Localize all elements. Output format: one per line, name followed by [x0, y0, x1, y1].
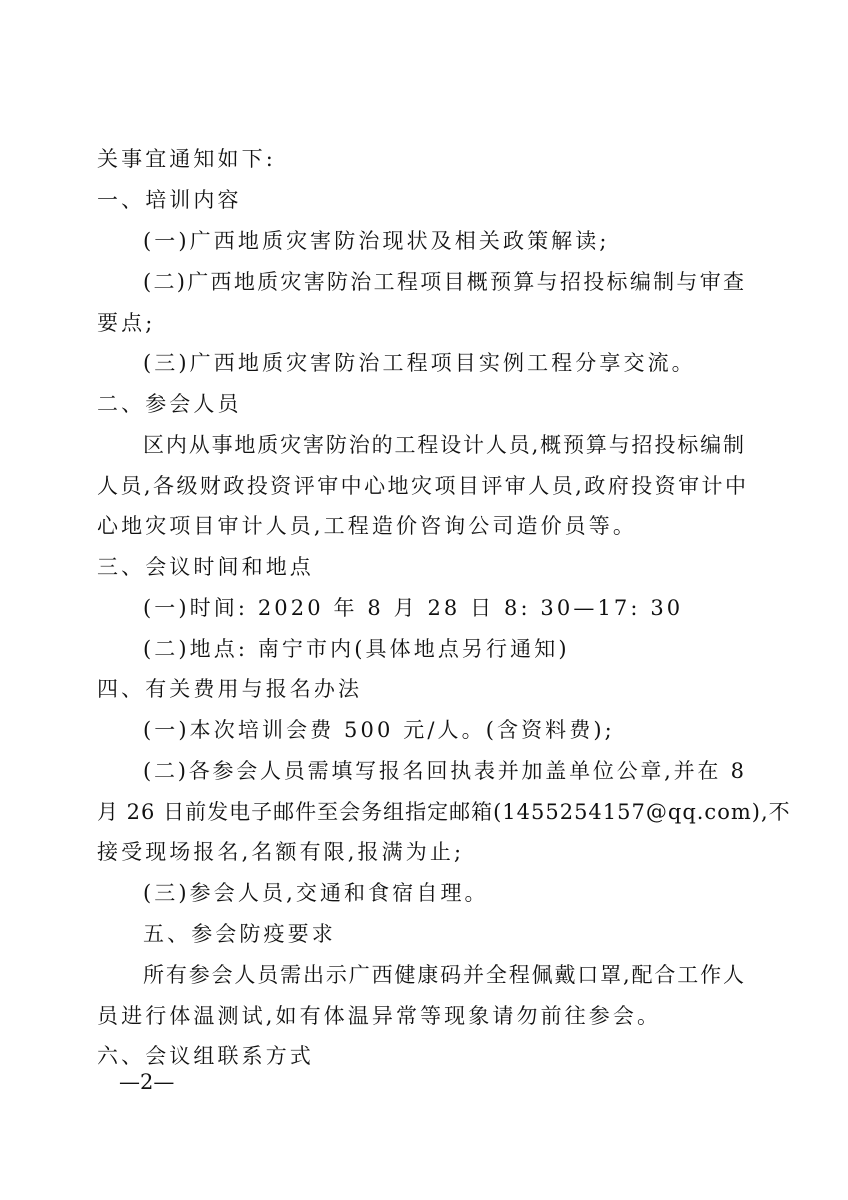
registration-item-line-1: (二)各参会人员需填写报名回执表并加盖单位公章,并在 8 [143, 759, 745, 783]
training-item-1: (一)广西地质灾害防治现状及相关政策解读; [143, 229, 610, 253]
section-fees-registration-heading: 四、有关费用与报名办法 [97, 677, 363, 701]
training-item-3: (三)广西地质灾害防治工程项目实例工程分享交流。 [143, 351, 696, 375]
section-training-heading: 一、培训内容 [97, 188, 242, 212]
registration-item-line-3: 接受现场报名,名额有限,报满为止; [97, 840, 465, 864]
registration-item-line-2: 月 26 日前发电子邮件至会务组指定邮箱(1455254157@qq.com),不 [97, 800, 791, 824]
section-contact-heading: 六、会议组联系方式 [97, 1044, 314, 1068]
section-time-location-heading: 三、会议时间和地点 [97, 555, 314, 579]
participants-line-3: 心地灾项目审计人员,工程造价咨询公司造价员等。 [97, 514, 637, 538]
training-item-2-line-2: 要点; [97, 311, 156, 335]
section-epidemic-prevention-heading: 五、参会防疫要求 [143, 922, 336, 946]
page-number: —2— [119, 1070, 175, 1094]
fee-item: (一)本次培训会费 500 元/人。(含资料费); [143, 718, 615, 742]
epidemic-prevention-line-1: 所有参会人员需出示广西健康码并全程佩戴口罩,配合工作人 [143, 963, 745, 987]
participants-line-2: 人员,各级财政投资评审中心地灾项目评审人员,政府投资审计中 [97, 474, 747, 498]
training-item-2-line-1: (二)广西地质灾害防治工程项目概预算与招投标编制与审查 [143, 270, 745, 294]
participants-line-1: 区内从事地质灾害防治的工程设计人员,概预算与招投标编制 [143, 433, 745, 457]
transport-lodging-item: (三)参会人员,交通和食宿自理。 [143, 881, 489, 905]
meeting-time: (一)时间: 2020 年 8 月 28 日 8: 30—17: 30 [143, 596, 684, 620]
meeting-location: (二)地点: 南宁市内(具体地点另行通知) [143, 637, 570, 661]
intro-line: 关事宜通知如下: [97, 147, 276, 171]
epidemic-prevention-line-2: 员进行体温测试,如有体温异常等现象请勿前往参会。 [97, 1004, 662, 1028]
section-participants-heading: 二、参会人员 [97, 392, 242, 416]
